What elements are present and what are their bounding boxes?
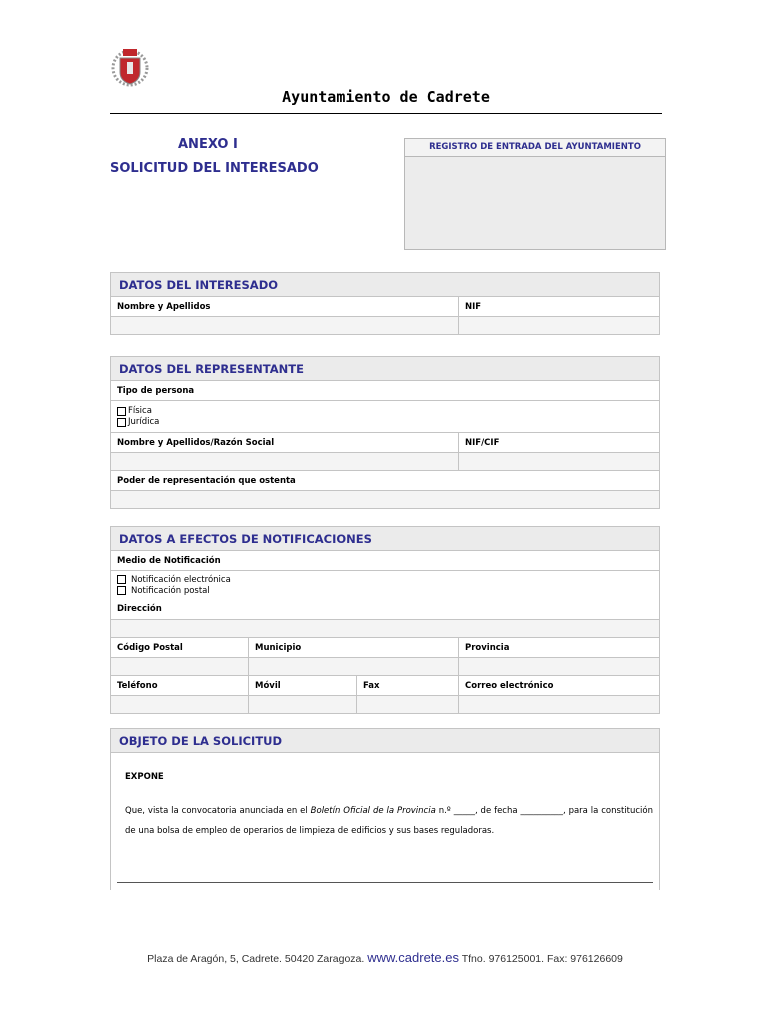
nif-field[interactable]	[459, 317, 659, 334]
postal-option[interactable]	[117, 585, 210, 596]
fill-line	[117, 882, 653, 883]
telefono-label: Teléfono	[111, 676, 249, 695]
nombre-label: Nombre y Apellidos	[111, 297, 459, 316]
municipio-label: Municipio	[249, 638, 459, 657]
footer-address: Plaza de Aragón, 5, Cadrete. 50420 Zaragoza.	[147, 953, 365, 965]
solicitud-heading: SOLICITUD DEL INTERESADO	[110, 161, 319, 176]
direccion-label: Dirección	[117, 604, 162, 614]
medio-label: Medio de Notificación	[117, 555, 221, 566]
poder-label: Poder de representación que ostenta	[117, 475, 296, 486]
fax-label: Fax	[357, 676, 459, 695]
registro-entrada-box	[404, 138, 666, 250]
provincia-label: Provincia	[465, 642, 510, 653]
provincia-field[interactable]	[459, 658, 659, 675]
section-title: OBJETO DE LA SOLICITUD	[111, 729, 659, 753]
registro-label: REGISTRO DE ENTRADA DEL AYUNTAMIENTO	[405, 139, 665, 157]
medio-options	[111, 571, 659, 599]
direccion-field[interactable]	[111, 620, 659, 637]
section-representante	[110, 356, 660, 509]
cp-label: Código Postal	[111, 638, 249, 657]
electronica-label: Notificación electrónica	[131, 574, 231, 585]
nif-cif-label: NIF/CIF	[465, 437, 500, 448]
expone-text	[125, 801, 653, 841]
section-notificaciones	[110, 526, 660, 714]
nif-label: NIF	[465, 301, 482, 312]
correo-field[interactable]	[459, 696, 659, 713]
correo-label: Correo electrónico	[465, 680, 554, 691]
section-title: DATOS A EFECTOS DE NOTIFICACIONES	[111, 527, 659, 551]
section-title: DATOS DEL INTERESADO	[111, 273, 659, 297]
juridica-option[interactable]	[117, 417, 159, 428]
anexo-heading: ANEXO I	[178, 137, 238, 152]
expone-heading: EXPONE	[125, 772, 164, 782]
electronica-option[interactable]	[117, 574, 231, 585]
fisica-checkbox[interactable]	[117, 407, 126, 416]
tipo-persona-label: Tipo de persona	[117, 385, 195, 396]
tipo-persona-options	[111, 401, 659, 432]
footer-website-link[interactable]: www.cadrete.es	[367, 950, 459, 965]
section-objeto	[110, 728, 660, 890]
footer-phones: Tfno. 976125001. Fax: 976126609	[461, 953, 623, 965]
movil-label: Móvil	[249, 676, 357, 695]
telefono-field[interactable]	[111, 696, 249, 713]
movil-field[interactable]	[249, 696, 357, 713]
objeto-body	[111, 753, 659, 887]
electronica-checkbox[interactable]	[117, 575, 126, 584]
postal-checkbox[interactable]	[117, 586, 126, 595]
fax-field[interactable]	[357, 696, 459, 713]
title-divider	[110, 113, 662, 114]
poder-field[interactable]	[111, 491, 659, 508]
coat-of-arms-icon	[108, 44, 152, 88]
razon-social-label: Nombre y Apellidos/Razón Social	[111, 433, 459, 452]
razon-social-field[interactable]	[111, 453, 459, 470]
fisica-label: Física	[128, 406, 152, 416]
nombre-field[interactable]	[111, 317, 459, 334]
cp-field[interactable]	[111, 658, 249, 675]
juridica-checkbox[interactable]	[117, 418, 126, 427]
page-title: Ayuntamiento de Cadrete	[282, 88, 490, 106]
expone-text-boletin: Boletín Oficial de la Provincia	[310, 806, 436, 816]
juridica-label: Jurídica	[128, 417, 160, 427]
nif-cif-field[interactable]	[459, 453, 659, 470]
section-interesado	[110, 272, 660, 335]
section-title: DATOS DEL REPRESENTANTE	[111, 357, 659, 381]
expone-text-post: n.º _____, de fecha __________, para la constitución de una bolsa de empleo de operarios de limpieza de edificios y sus bases reguladoras.	[125, 806, 653, 836]
fisica-option[interactable]	[117, 406, 152, 417]
expone-text-pre: Que, vista la convocatoria anunciada en el	[125, 806, 311, 816]
postal-label: Notificación postal	[131, 585, 210, 596]
municipio-field[interactable]	[249, 658, 459, 675]
footer	[0, 950, 770, 965]
